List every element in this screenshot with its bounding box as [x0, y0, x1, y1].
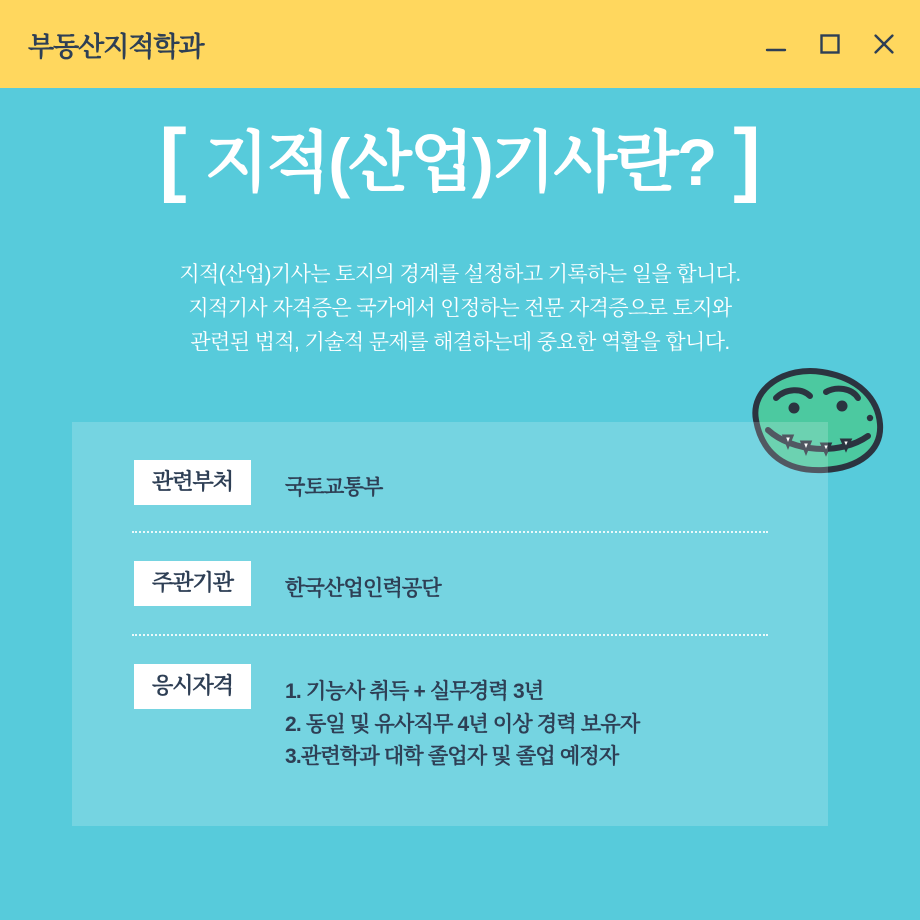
- bracket-left: [: [159, 113, 187, 204]
- minimize-icon[interactable]: [762, 30, 790, 58]
- window-controls: [762, 30, 898, 58]
- description-line-1: 지적(산업)기사는 토지의 경계를 설정하고 기록하는 일을 합니다.: [179, 263, 741, 286]
- info-row-tag: 주관기관: [134, 561, 251, 606]
- description-block: [0, 258, 920, 360]
- info-row-tag: 관련부처: [134, 460, 251, 505]
- info-row-value-line: 1. 기능사 취득 + 실무경력 3년: [285, 680, 544, 703]
- close-icon[interactable]: [870, 30, 898, 58]
- info-row-value-line: 국토교통부: [285, 476, 383, 499]
- info-row-value-line: 3.관련학과 대학 졸업자 및 졸업 예정자: [285, 745, 619, 769]
- info-row-ministry: [72, 422, 828, 505]
- maximize-icon[interactable]: [816, 30, 844, 58]
- bracket-right: ]: [733, 113, 761, 204]
- info-row-value: [285, 664, 639, 774]
- info-row-value: [285, 561, 441, 606]
- info-row-value: [285, 460, 382, 505]
- info-panel: [72, 422, 828, 826]
- headline-text: 지적(산업)기사란?: [204, 125, 716, 200]
- description-line-2: 지적기사 자격증은 국가에서 인정하는 전문 자격증으로 토지와: [188, 297, 732, 321]
- info-row-eligibility: [72, 636, 828, 774]
- info-row-tag: 응시자격: [134, 664, 251, 709]
- headline: [0, 113, 920, 204]
- info-row-value-line: 2. 동일 및 유사직무 4년 이상 경력 보유자: [285, 712, 640, 736]
- window-titlebar: [0, 0, 920, 88]
- info-row-agency: [72, 533, 828, 606]
- info-row-value-line: 한국산업인력공단: [285, 577, 441, 600]
- description-line-3: 관련된 법적, 기술적 문제를 해결하는데 중요한 역활을 합니다.: [190, 331, 730, 355]
- window-title: 부동산지적학과: [28, 31, 204, 62]
